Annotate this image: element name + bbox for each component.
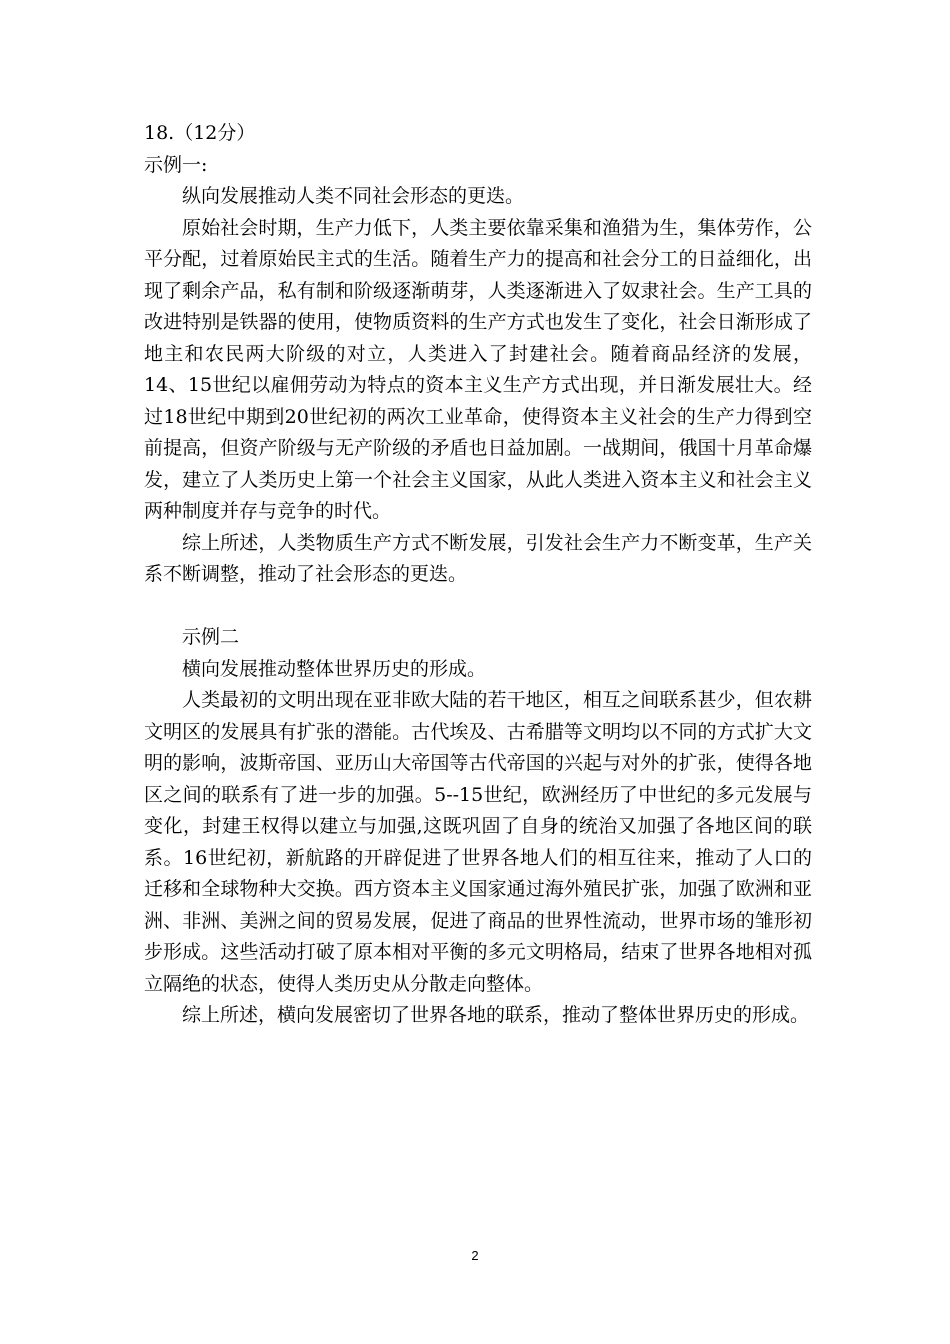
example-two-label: 示例二 [182,626,240,648]
example-two-thesis: 横向发展推动整体世界历史的形成。 [182,657,487,680]
question-heading: 18.（12分） [144,122,256,144]
example-two-conclusion: 综上所述，横向发展密切了世界各地的联系，推动了整体世界历史的形成。 [182,1004,810,1026]
example-one-conclusion: 综上所述，人类物质生产方式不断发展，引发社会生产力不断变革，生产关系不断调整，推动了社会形态的更迭。 [144,531,812,585]
section-gap [144,591,812,623]
page-number: 2 [471,1248,479,1263]
example-one-body: 原始社会时期，生产力低下，人类主要依靠采集和渔猎为生，集体劳作，公平分配，过着原始民主式的生活。随着生产力的提高和社会分工的日益细化，出现了剩余产品，私有制和阶级逐渐萌芽，人类逐渐进入了奴隶社会。生产工具的改进特别是铁器的使用，使物质资料的生产方式也发生了变化，社会日渐形成了地主和农民两大阶级的对立，人类进入了封建社会。随着商品经济的发展，14、15世纪以雇佣劳动为特点的资本主义生产方式出现，并日渐发展壮大。经过18世纪中期到20世纪初的两次工业革命，使得资本主义社会的生产力得到空前提高，但资产阶级与无产阶级的矛盾也日益加剧。一战期间，俄国十月革命爆发，建立了人类历史上第一个社会主义国家，从此人类进入资本主义和社会主义两种制度并存与竞争的时代。 [144,216,812,522]
example-one-label: 示例一: [144,153,208,176]
document-body [144,118,812,1032]
example-two-body: 人类最初的文明出现在亚非欧大陆的若干地区，相互之间联系甚少，但农耕文明区的发展具有扩张的潜能。古代埃及、古希腊等文明均以不同的方式扩大文明的影响，波斯帝国、亚历山大帝国等古代帝国的兴起与对外的扩张，使得各地区之间的联系有了进一步的加强。5--15世纪，欧洲经历了中世纪的多元发展与变化，封建王权得以建立与加强,这既巩固了自身的统治又加强了各地区间的联系。16世纪初，新航路的开辟促进了世界各地人们的相互往来，推动了人口的迁移和全球物种大交换。西方资本主义国家通过海外殖民扩张，加强了欧洲和亚洲、非洲、美洲之间的贸易发展，促进了商品的世界性流动，世界市场的雏形初步形成。这些活动打破了原本相对平衡的多元文明格局，结束了世界各地相对孤立隔绝的状态，使得人类历史从分散走向整体。 [144,689,812,995]
example-one-thesis: 纵向发展推动人类不同社会形态的更迭。 [182,185,525,207]
